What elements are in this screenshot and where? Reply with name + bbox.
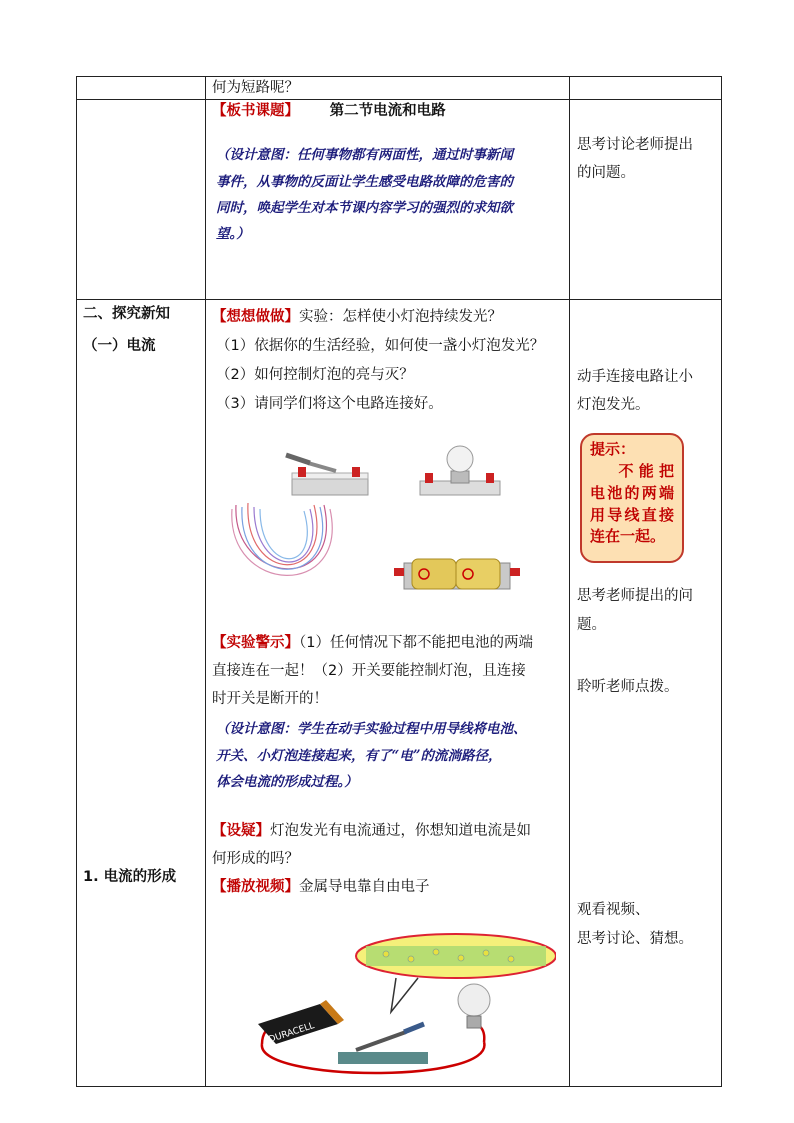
student-activity: 动手连接电路让小 灯泡发光。 [577, 369, 693, 414]
student-activity: 思考老师提出的问 题。 [577, 588, 693, 634]
battery-icon [258, 1000, 344, 1045]
design-intent: （设计意图：学生在动手实验过程中用导线将电池、 开关、小灯泡连接起来，有了“电”的流淌路径， 体会电流的形成过程。） [216, 721, 527, 791]
section-tag: 【实验警示】 [212, 635, 299, 652]
section-tag: 【板书课题】 [212, 103, 299, 120]
video-illustration [246, 932, 556, 1082]
subsection-heading: （一）电流 [83, 338, 156, 355]
section-tag: 【播放视频】 [212, 878, 299, 895]
section-tag: 【想想做做】 [212, 309, 299, 326]
student-activity: 聆听老师点拨。 [577, 679, 679, 696]
student-activity: 思考讨论老师提出 的问题。 [577, 137, 693, 182]
bulb-icon [458, 984, 490, 1028]
table-row: 二、探究新知 （一）电流 1. 电流的形成 【想想做做】实验：怎样使小灯泡持续发光？ （1）依据你的生活经验，如何使一盏小灯泡发光？ （2）如何控制灯泡的亮与灭？ （3）请同学们将这个电路连接好。 【实验警示】（1）任何情况下都不能把电池的两端 直接连在一起！（2）开关要能控制灯泡，且连接 时开关是断开的！ （设计意图：学生在动手实验过程中用导线将电池、 开关、小灯泡连接起来，有了“电”的流淌路径， 体会电流的形成过程。） 【设疑】灯泡发光有电流通过，你想知道电流是如 何形成的吗？ 【播放视频】金属导电靠自由电子 DURACELL 动手连接电路让小 灯泡发光。 提示： 不 能 把 电池的两端 用导线直接 连在一起。 思考老师提出的问 题。 聆听老师点拨。 观看视频、 思考讨论、猜想。 [77, 300, 722, 1087]
lesson-title: 第二节电流和电路 [329, 103, 446, 120]
circuit-parts-illustration [224, 435, 544, 615]
bulb-icon [420, 446, 500, 495]
table-row [77, 77, 722, 100]
switch-icon [286, 455, 368, 495]
tip-box: 提示： 不 能 把 电池的两端 用导线直接 连在一起。 [580, 433, 684, 563]
short-circuit-question: 何为短路呢？ [212, 80, 299, 96]
battery-holder-icon [394, 559, 520, 589]
wires-icon [232, 503, 332, 575]
battery-brand-label: DURACELL [267, 1021, 316, 1046]
design-intent: （设计意图：任何事物都有两面性，通过时事新闻 事件，从事物的反面让学生感受电路故障的危害的 同时，唤起学生对本节课内容学习的强烈的求知欲 望。） [216, 147, 513, 243]
lesson-plan-table [76, 76, 722, 1087]
student-activity: 观看视频、 思考讨论、猜想。 [577, 902, 693, 948]
tip-title: 提示： [590, 440, 636, 459]
topic-heading: 1. 电流的形成 [83, 869, 177, 886]
switch-icon [338, 1024, 428, 1064]
section-heading: 二、探究新知 [83, 306, 170, 323]
table-row [77, 100, 722, 300]
section-tag: 【设疑】 [212, 823, 270, 840]
